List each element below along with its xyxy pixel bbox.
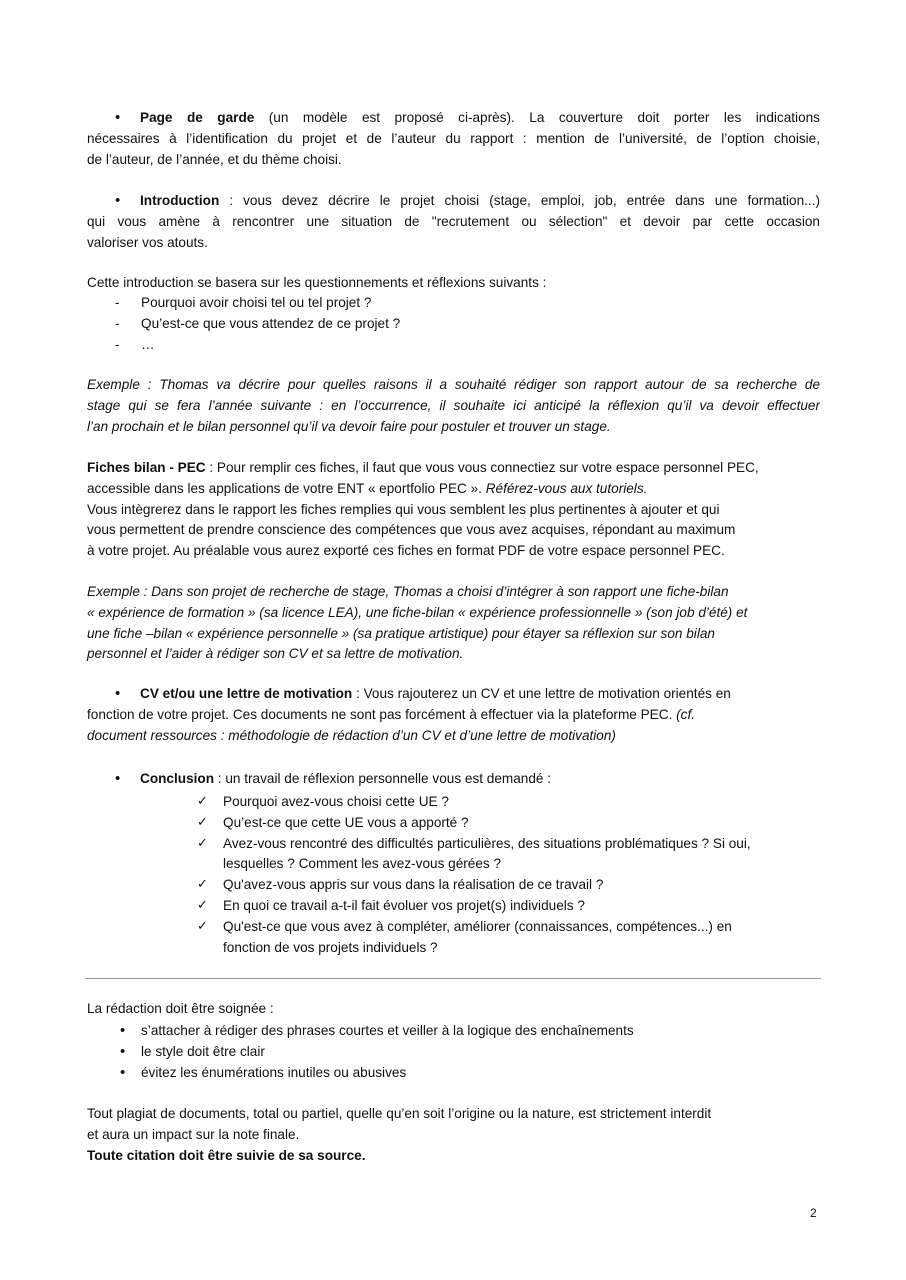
text: fonction de vos projets individuels ? (223, 939, 438, 955)
text: : vous devez décrire le projet choisi (stage, emploi, job, entrée dans une formation...) (219, 193, 820, 208)
text: Qu’est-ce que vous attendez de ce projet ? (141, 315, 401, 331)
text-line (87, 705, 820, 726)
page-de-garde-item (87, 108, 820, 170)
italic-text: document ressources : méthodologie de rédaction d’un CV et d’une lettre de motivation) (87, 727, 616, 743)
text-line (87, 1104, 820, 1125)
text: Pourquoi avoir choisi tel ou tel projet ? (141, 295, 372, 310)
text-line (87, 999, 820, 1020)
text: de l’auteur, de l’année, et du thème choisi. (87, 151, 342, 167)
text-line (87, 417, 820, 438)
text-line (87, 129, 820, 150)
text-line (87, 293, 820, 314)
text-line (87, 854, 820, 875)
text-line (87, 520, 820, 541)
text-line (87, 212, 820, 233)
text: accessible dans les applications de votre ENT « eportfolio PEC ». (87, 480, 486, 496)
text-line (87, 896, 820, 917)
text: Pourquoi avez-vous choisi cette UE ? (223, 794, 449, 809)
text-line (87, 603, 820, 624)
cv-lettre-item (87, 684, 820, 746)
text: évitez les énumérations inutiles ou abusives (141, 1064, 407, 1080)
text-line (87, 396, 820, 417)
italic-text: l’an prochain et le bilan personnel qu’il va devoir faire pour postuler et trouver un stage. (87, 418, 611, 434)
text-line (87, 458, 820, 479)
italic-text: (cf. (676, 706, 696, 722)
text-line (87, 1021, 820, 1042)
text: nécessaires à l’identification du projet et de l’auteur du rapport : mention de l’université, de l’option choisie, (87, 130, 820, 146)
italic-text: une fiche –bilan « expérience personnelle » (sa pratique artistique) pour étayer sa réflexion sur son bilan (87, 625, 715, 641)
text: vous permettent de prendre conscience des compétences que vous avez acquises, répondant au maximum (87, 522, 736, 538)
text-line (87, 500, 820, 521)
text: Tout plagiat de documents, total ou partiel, quelle qu’en soit l’origine ou la nature, est strictement interdit (87, 1106, 712, 1121)
bold-text: Toute citation doit être suivie de sa source. (87, 1147, 366, 1163)
text: Vous intègrerez dans le rapport les fiches remplies qui vous semblent les plus pertinentes à ajouter et qui (87, 501, 720, 517)
text: … (141, 336, 155, 352)
text-line (87, 233, 820, 254)
text-line (87, 644, 820, 665)
bold-text: Fiches bilan - PEC (87, 460, 206, 475)
text: fonction de votre projet. Ces documents ne sont pas forcément à effectuer via la plateforme PEC. (87, 706, 677, 722)
italic-text: personnel et l’aider à rédiger son CV et sa lettre de motivation. (87, 646, 464, 662)
text: s’attacher à rédiger des phrases courtes et veiller à la logique des enchaînements (141, 1023, 634, 1038)
text: Qu'est-ce que vous avez à compléter, améliorer (connaissances, compétences...) en (223, 918, 732, 934)
exemple-introduction (87, 375, 820, 437)
text-line (87, 875, 820, 896)
text-line (87, 150, 820, 171)
bold-text: Conclusion (140, 771, 215, 786)
text-line (87, 769, 820, 790)
text-line (87, 834, 820, 855)
text: La rédaction doit être soignée : (87, 1001, 274, 1016)
text: Qu’est-ce que cette UE vous a apporté ? (223, 814, 469, 830)
text: : un travail de réflexion personnelle vous est demandé : (214, 771, 552, 786)
plagiat-paragraph (87, 1104, 820, 1166)
fiches-bilan-paragraph (87, 458, 820, 562)
text-line (87, 624, 820, 645)
text-line (87, 314, 820, 335)
text: le style doit être clair (141, 1043, 265, 1059)
text-line (87, 1042, 820, 1063)
text: En quoi ce travail a-t-il fait évoluer vos projet(s) individuels ? (223, 897, 585, 913)
text: Qu'avez-vous appris sur vous dans la réalisation de ce travail ? (223, 877, 604, 893)
text-line (87, 108, 820, 129)
introduction-item (87, 191, 820, 253)
text: Cette introduction se basera sur les questionnements et réflexions suivants : (87, 275, 547, 290)
italic-text: Exemple : Thomas va décrire pour quelles raisons il a souhaité rédiger son rapport autour de sa recherche de (87, 377, 820, 392)
bold-text: CV et/ou une lettre de motivation (140, 686, 353, 701)
page-number: 2 (810, 1206, 817, 1220)
text-line (87, 917, 820, 938)
horizontal-divider (85, 978, 821, 979)
text: valoriser vos atouts. (87, 234, 208, 250)
bold-text: Introduction (140, 193, 220, 208)
text: Avez-vous rencontré des difficultés particulières, des situations problématiques ? Si oui, (223, 835, 751, 851)
bold-text: Page de garde (140, 110, 255, 125)
text-line (87, 582, 820, 603)
introduction-lead (87, 273, 820, 294)
text-line (87, 335, 820, 356)
text: (un modèle est proposé ci-après). La couverture doit porter les indications (254, 110, 820, 125)
text: : Vous rajouterez un CV et une lettre de motivation orientés en (352, 686, 731, 701)
text-line (87, 375, 820, 396)
text-line (87, 541, 820, 562)
text-line (87, 813, 820, 834)
text: et aura un impact sur la note finale. (87, 1126, 300, 1142)
text-line (87, 726, 820, 747)
italic-text: Référez-vous aux tutoriels. (485, 480, 648, 496)
text-line (87, 684, 820, 705)
text-line (87, 1146, 820, 1167)
redaction-lead (87, 999, 820, 1020)
text-line (87, 273, 820, 294)
text-line (87, 1125, 820, 1146)
text-line (87, 792, 820, 813)
text-line (87, 479, 820, 500)
text-line (87, 938, 820, 959)
conclusion-checklist (87, 792, 820, 958)
italic-text: Exemple : Dans son projet de recherche de stage, Thomas a choisi d’intégrer à son rapport une fiche-bilan (87, 584, 729, 599)
conclusion-item (87, 769, 820, 790)
text: à votre projet. Au préalable vous aurez exporté ces fiches en format PDF de votre espace personnel PEC. (87, 543, 725, 559)
italic-text: « expérience de formation » (sa licence LEA), une fiche-bilan « expérience professionnelle » (son job d’été) et (87, 604, 748, 620)
text-line (87, 1063, 820, 1084)
italic-text: stage qui se fera l’année suivante : en l’occurrence, il souhaite ici anticipé la réflexion qu’il va devoir effectuer (87, 397, 820, 413)
text: qui vous amène à rencontrer une situation de "recrutement ou sélection" et devoir par cette occasion (87, 213, 820, 229)
text: : Pour remplir ces fiches, il faut que vous vous connectiez sur votre espace personnel PEC, (205, 460, 759, 475)
text: lesquelles ? Comment les avez-vous gérées ? (223, 856, 502, 872)
redaction-list (87, 1021, 820, 1083)
exemple-fiches (87, 582, 820, 665)
introduction-questions (87, 293, 820, 355)
text-line (87, 191, 820, 212)
